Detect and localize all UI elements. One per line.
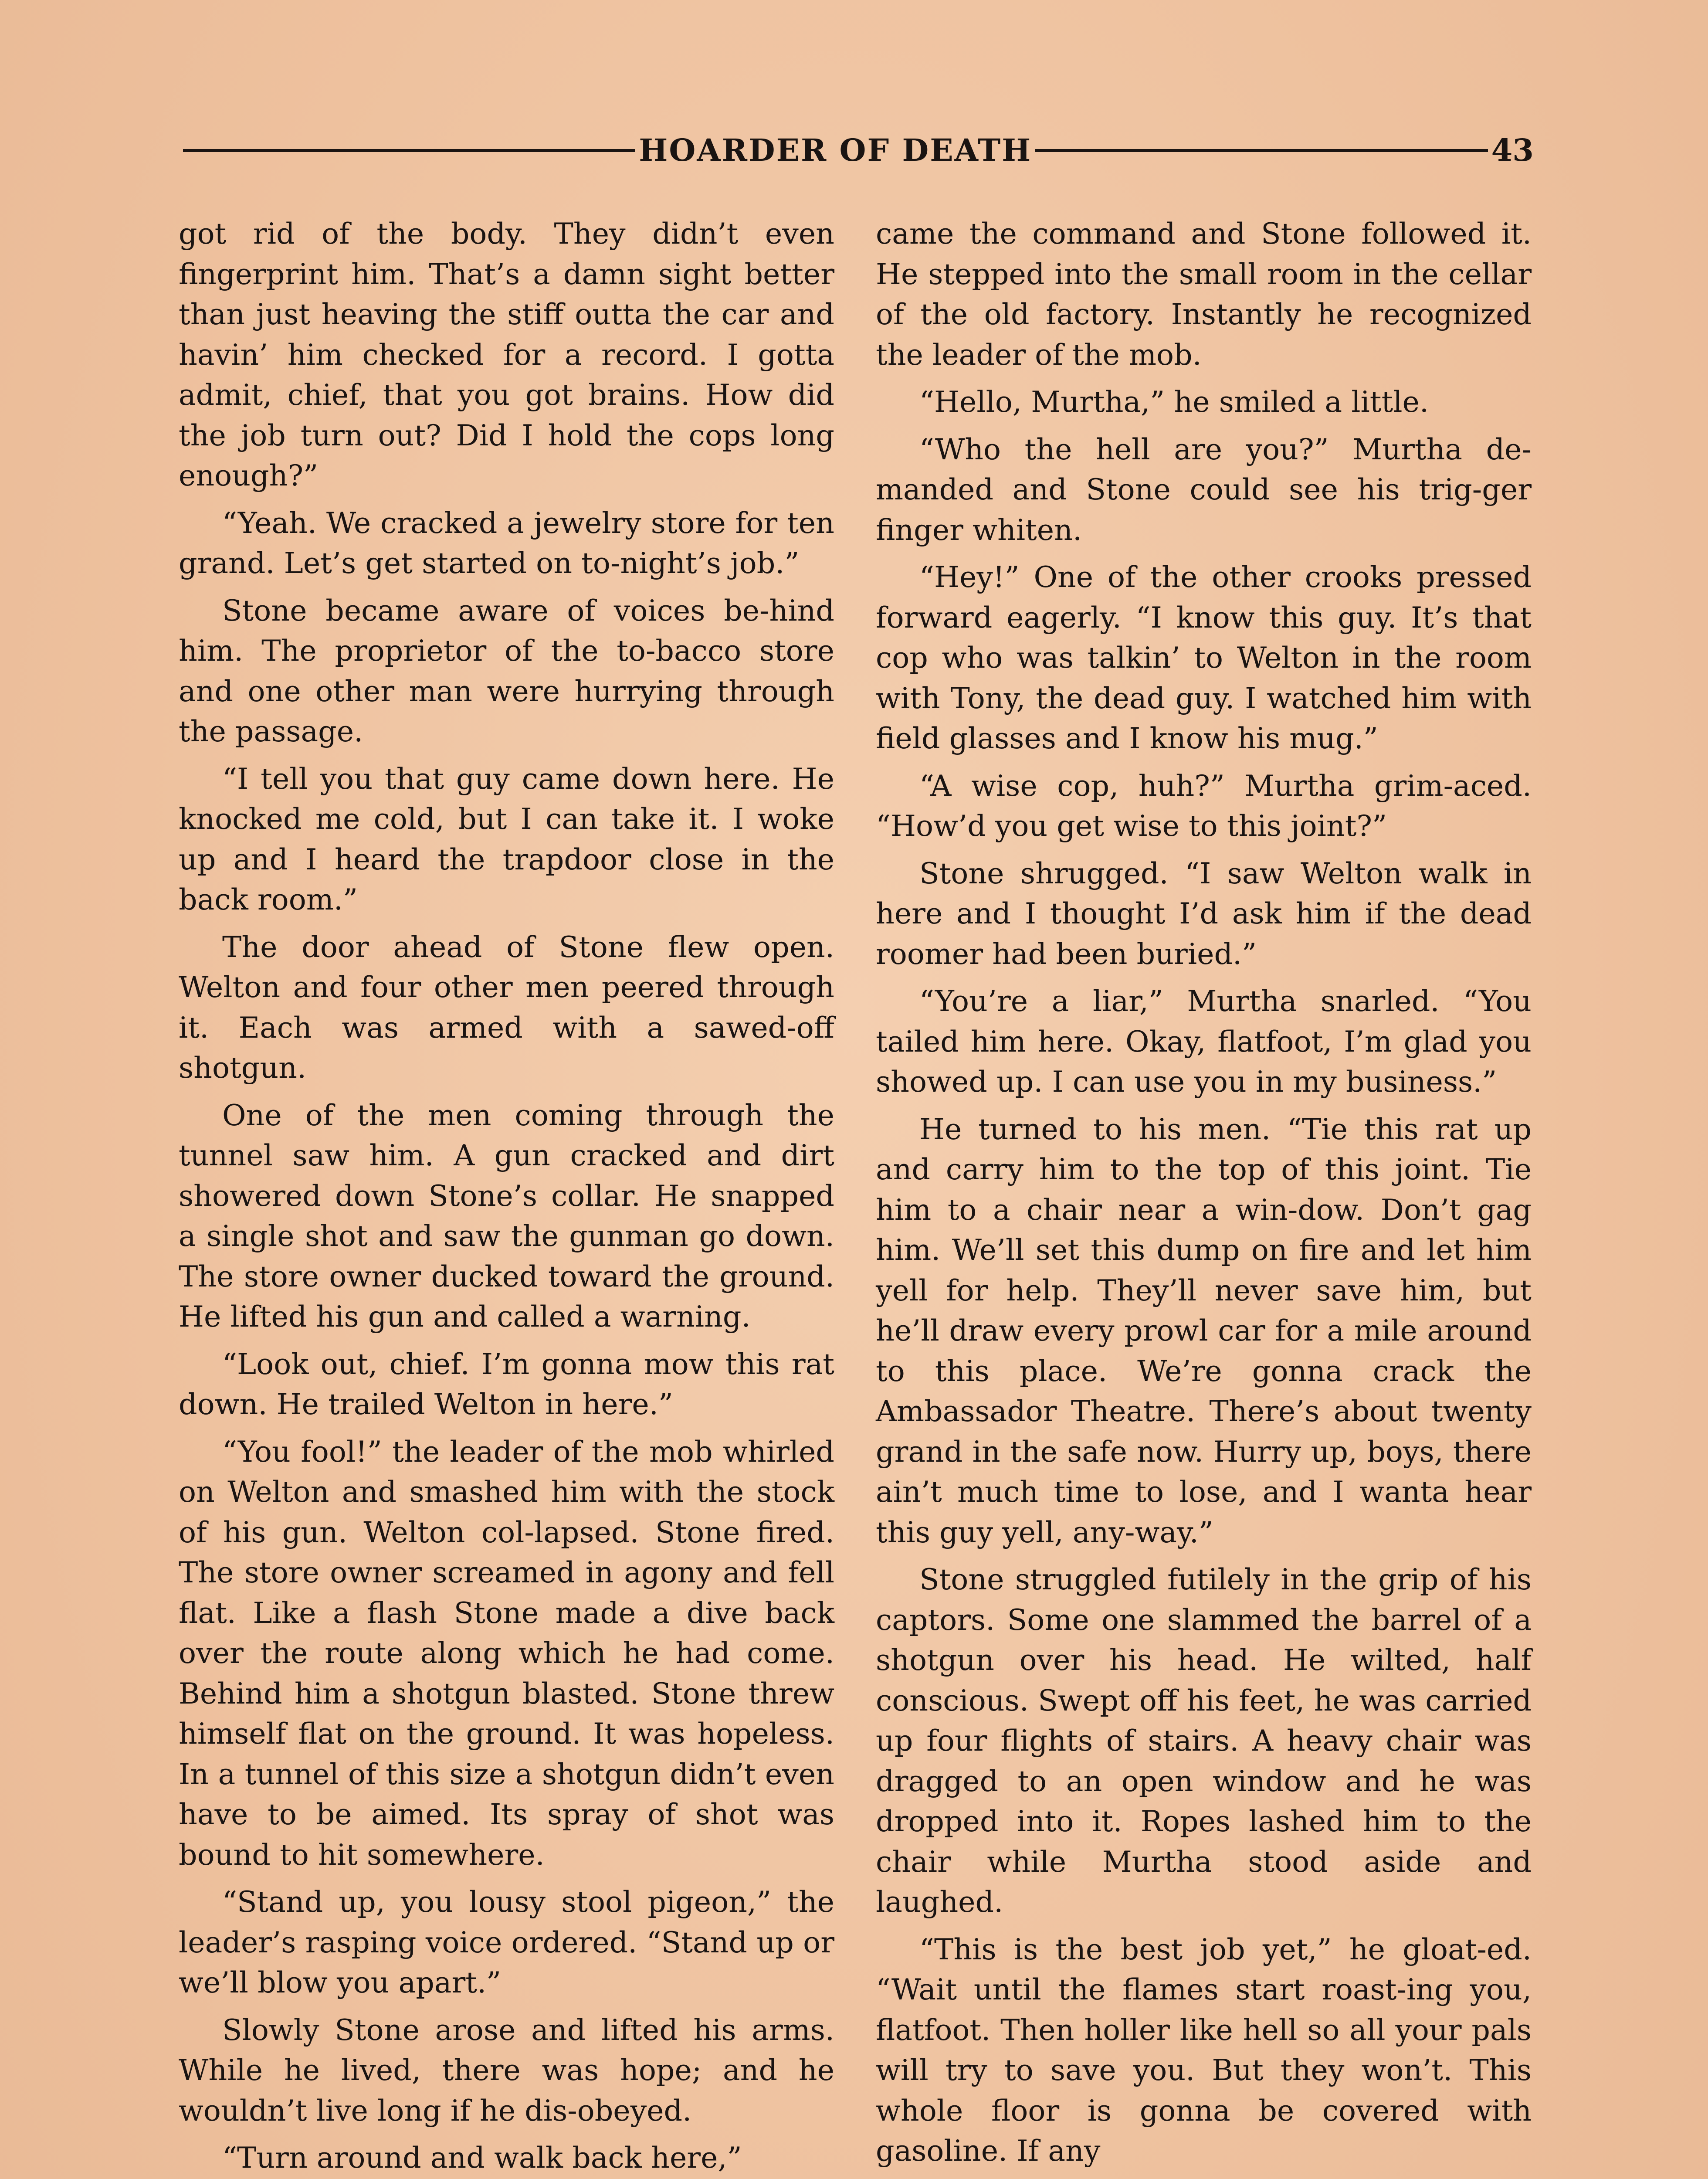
paragraph: “A wise cop, huh?” Murtha grim-aced. “How’d you get wise to this joint?” [876, 768, 1532, 843]
text-column-left [179, 214, 834, 2179]
paragraph: “You fool!” the leader of the mob whirled on Welton and smashed him with the stock of his gun. Welton col-lapsed. Stone fired. The store owner screamed in agony and fell flat. Like a flash Stone made a dive back over the route along which he had come. Behind him a shotgun blasted. Stone threw himself flat on the ground. It was hopeless. In a tunnel of this size a shotgun didn’t even have to be aimed. Its spray of shot was bound to hit somewhere. [179, 1434, 834, 1872]
paragraph: “Yeah. We cracked a jewelry store for ten grand. Let’s get started on to-night’s job.” [179, 506, 834, 580]
paragraph: got rid of the body. They didn’t even fingerprint him. That’s a damn sight better than just heaving the stiff outta the car and havin’ him checked for a record. I gotta admit, chief, that you got brains. How did the job turn out? Did I hold the cops long enough?” [179, 217, 834, 492]
page-number: 43 [1491, 132, 1534, 168]
paragraph: The door ahead of Stone flew open. Welton and four other men peered through it. Each was armed with a sawed-off shotgun. [179, 930, 834, 1085]
header-rule-left [183, 149, 635, 152]
paragraph: He turned to his men. “Tie this rat up and carry him to the top of this joint. Tie him to a chair near a win-dow. Don’t gag him. We’ll set this dump on fire and let him yell for help. They’ll never save him, but he’ll draw every prowl car for a mile around to this place. We’re gonna crack the Ambassador Theatre. There’s about twenty grand in the safe now. Hurry up, boys, there ain’t much time to lose, and I wanta hear this guy yell, any-way.” [876, 1112, 1532, 1549]
paragraph: “Who the hell are you?” Murtha de-manded and Stone could see his trig-ger finger whiten. [876, 432, 1532, 547]
running-header [183, 129, 1534, 172]
paragraph: One of the men coming through the tunnel saw him. A gun cracked and dirt showered down Stone’s collar. He snapped a single shot and saw the gunman go down. The store owner ducked toward the ground. He lifted his gun and called a warning. [179, 1098, 834, 1334]
paragraph: “You’re a liar,” Murtha snarled. “You tailed him here. Okay, flatfoot, I’m glad you showed up. I can use you in my business.” [876, 984, 1532, 1099]
paragraph: “Look out, chief. I’m gonna mow this rat down. He trailed Welton in here.” [179, 1347, 834, 1421]
paragraph: came the command and Stone followed it. He stepped into the small room in the cellar of the old factory. Instantly he recognized the leader of the mob. [876, 217, 1532, 372]
paragraph: “I tell you that guy came down here. He knocked me cold, but I can take it. I woke up and I heard the trapdoor close in the back room.” [179, 761, 834, 916]
paragraph: “Turn around and walk back here,” [222, 2141, 742, 2175]
paragraph: “Hey!” One of the other crooks pressed forward eagerly. “I know this guy. It’s that cop who was talkin’ to Welton in the room with Tony, the dead guy. I watched him with field glasses and I know his mug.” [876, 560, 1532, 755]
paragraph: Slowly Stone arose and lifted his arms. While he lived, there was hope; and he wouldn’t live long if he dis-obeyed. [179, 2013, 834, 2128]
header-rule-right [1035, 149, 1488, 152]
paragraph: “Hello, Murtha,” he smiled a little. [919, 385, 1429, 419]
paragraph: Stone became aware of voices be-hind him. The proprietor of the to-bacco store and one other man were hurrying through the passage. [179, 593, 834, 748]
paragraph: Stone shrugged. “I saw Welton walk in here and I thought I’d ask him if the dead roomer had been buried.” [876, 856, 1532, 971]
paragraph: Stone struggled futilely in the grip of his captors. Some one slammed the barrel of a shotgun over his head. He wilted, half conscious. Swept off his feet, he was carried up four flights of stairs. A heavy chair was dragged to an open window and he was dropped into it. Ropes lashed him to the chair while Murtha stood aside and laughed. [876, 1562, 1532, 1919]
paragraph: “Stand up, you lousy stool pigeon,” the leader’s rasping voice ordered. “Stand up or we’ll blow you apart.” [179, 1885, 834, 1999]
text-column-right [876, 214, 1532, 2178]
paragraph: “This is the best job yet,” he gloat-ed. “Wait until the flames start roast-ing you, flatfoot. Then holler like hell so all your pals will try to save you. But they won’t. This whole floor is gonna be covered with gasoline. If any [876, 1932, 1532, 2168]
story-title: HOARDER OF DEATH [639, 132, 1032, 168]
